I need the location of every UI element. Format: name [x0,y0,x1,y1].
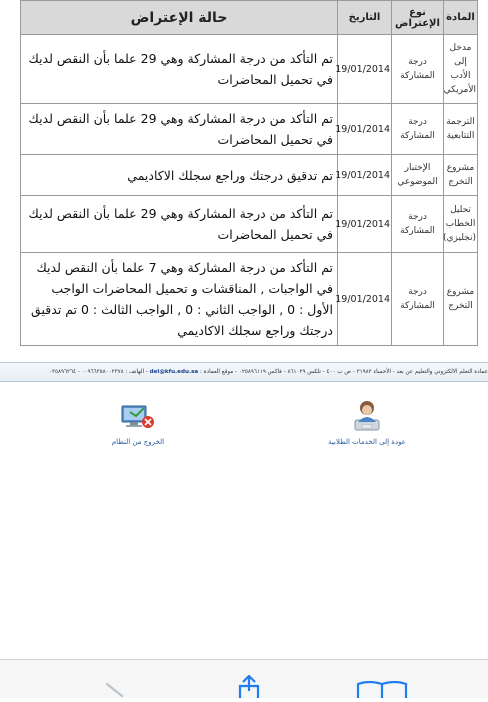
logout-label: الخروج من النظام [111,438,165,446]
share-icon[interactable] [230,675,268,702]
cell-status: تم التأكد من درجة المشاركة وهي 29 علما بأن النقص لديك في تحميل المحاضرات [21,104,338,155]
header-objection-type: نوع الإعتراض [392,1,444,35]
cell-subject: مشروع التخرج [444,155,478,196]
table-row [21,196,478,253]
footer-email-link[interactable]: del@kfu.edu.sa [149,369,199,375]
cell-date: 19/01/2014 [338,196,392,253]
cell-objection-type: الإختبار الموضوعي [392,155,444,196]
cell-date: 19/01/2014 [338,104,392,155]
footer-address: عمادة التعلم الالكتروني والتعليم عن بعد - الأحساء ٣١٩٨٢ - ص ب ٤٠٠ - تلكس ٨٦١٠٢٩ - فاكس ٠٢٥٨٩٦١١٩ - موقع العمادة : [199,369,488,375]
cell-subject: تحليل الخطاب (نجليزي) [444,196,478,253]
footer-phone: - الهاتف : ٠٠٩٦٦٣٥٨٠٠٢٣٧٨ - ٠٣٥٨٩٦٢٦٤ [49,369,148,375]
objections-table-container [20,0,478,346]
table-row [21,35,478,104]
cell-subject: مدخل إلى الأدب الأمريكي [444,35,478,104]
cell-date: 19/01/2014 [338,155,392,196]
browser-bottom-toolbar [0,659,488,698]
forward-arrow-icon[interactable] [104,682,128,702]
table-row [21,104,478,155]
cell-date: 19/01/2014 [338,35,392,104]
table-row [21,155,478,196]
cell-status: تم التأكد من درجة المشاركة وهي 29 علما بأن النقص لديك في تحميل المحاضرات [21,35,338,104]
table-header-row [21,1,478,35]
bookmarks-book-icon[interactable] [356,681,410,702]
cell-objection-type: درجة المشاركة [392,35,444,104]
cell-status: تم التأكد من درجة المشاركة وهي 29 علما بأن النقص لديك في تحميل المحاضرات [21,196,338,253]
cell-date: 19/01/2014 [338,253,392,346]
cell-subject: مشروع التخرج [444,253,478,346]
cell-status: تم التأكد من درجة المشاركة وهي 7 علما بأن النقص لديك في الواجبات , المناقشات و تحميل المحاضرات الواجب الأول : 0 , الواجب الثاني : 0 , الواجب الثالث : 0 تم تدقيق درجتك وراجع سجلك الاكاديمي [21,253,338,346]
logout-computer-icon [120,402,156,432]
cell-objection-type: درجة المشاركة [392,253,444,346]
logout-link[interactable] [106,402,170,446]
header-date: التاريخ [338,1,392,35]
objections-table [20,0,478,346]
deanship-contact-footer [0,362,488,382]
header-subject: المادة [444,1,478,35]
back-to-student-services-link[interactable] [322,398,412,446]
cell-objection-type: درجة المشاركة [392,196,444,253]
header-objection-status: حالة الإعتراض [21,1,338,35]
cell-status: تم تدقيق درجتك وراجع سجلك الاكاديمي [21,155,338,196]
cell-objection-type: درجة المشاركة [392,104,444,155]
cell-subject: الترجمة التتابعية [444,104,478,155]
table-row [21,253,478,346]
back-to-student-services-label: عودة إلى الخدمات الطلابية [328,438,406,446]
student-services-icon [352,398,382,432]
